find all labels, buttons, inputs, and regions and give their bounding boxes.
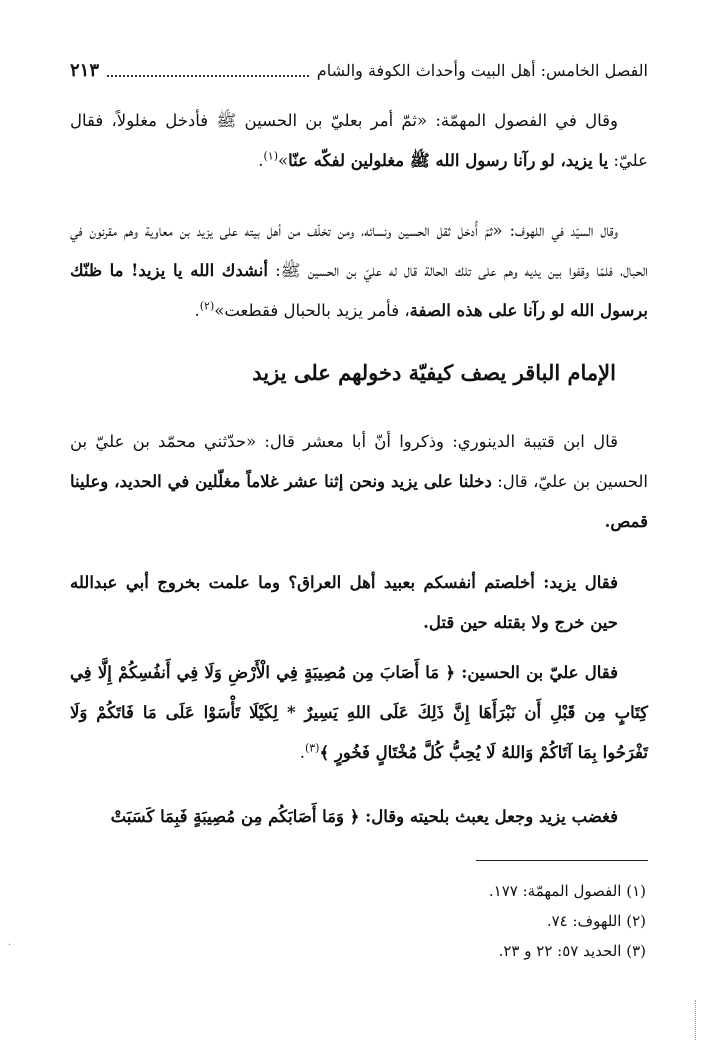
footnote-divider [476, 860, 648, 861]
p1-end: » [278, 151, 289, 170]
footnote-1: (١) الفصول المهمّة: ١٧٧. [488, 882, 646, 900]
p2-intro: وقال السيّد في اللهوف: «ثمّ أُدخل ثقل الحسين ونسائه، ومن تخلّف من أهل بيته على يزيد بن معاوية وهم مقرنون في الحبال، فلمّا وقفوا بين يديه وهم على تلك الحالة قال له عليّ بن الحسين ﷺ: [70, 221, 649, 280]
footnote-3: (٣) الحديد ٥٧: ٢٢ و ٢٣. [498, 942, 646, 960]
p5-stop: . [299, 743, 305, 762]
p2-end: ، فأمر يزيد بالحبال فقطعت» [214, 301, 410, 320]
chapter-title: الفصل الخامس: أهل البيت وأحداث الكوفة والشام [316, 60, 648, 80]
margin-speck: · [8, 940, 12, 951]
p3-intro: قال ابن قتيبة الدينوري: وذكروا أنّ أبا معشر قال: «حدّثني محمّد بن عليّ بن الحسين بن عليّ، قال: [70, 432, 648, 491]
page-number: ٢١٣ [70, 59, 100, 81]
margin-mark-right [695, 1000, 696, 1040]
section-heading: الإمام الباقر يصف كيفيّة دخولهم على يزيد [252, 360, 616, 385]
footnote-ref-2: (٢) [199, 299, 215, 313]
p3-quote: دخلنا على يزيد ونحن إثنا عشر غلاماً مغلّلين في الحديد، وعلينا قمص. [70, 472, 648, 531]
paragraph-anger: فغضب يزيد وجعل يعبث بلحيته وقال: ﴿ وَمَا أَصَابَكُم مِن مُصِيبَةٍ فَبِمَا كَسَبَتْ [110, 807, 618, 826]
paragraph-luhuf [70, 211, 648, 331]
footnote-ref-1: (١) [263, 149, 278, 163]
p1-quote: يا يزيد، لو رآنا رسول الله ﷺ مغلولين لفكّه عنّا [288, 151, 609, 170]
running-header [70, 55, 648, 85]
p2-quote: أنشدك الله يا يزيد! ما ظنّك برسول الله لو رآنا على هذه الصفة [70, 261, 648, 320]
paragraph-qutayba [70, 422, 648, 542]
leader-dots [107, 63, 309, 77]
p1-intro: وقال في الفصول المهمّة: «ثمّ أمر بعليّ بن الحسين ﷺ فأدخل مغلولاً، فقال عليّ: [70, 111, 648, 170]
p1-stop: . [258, 151, 264, 170]
paragraph-yazid: فقال يزيد: أخلصتم أنفسكم بعبيد أهل العراق؟ وما علمت بخروج أبي عبدالله حين خرج ولا بقتله حين قتل. [70, 573, 618, 632]
p5-text: فقال عليّ بن الحسين: ﴿ مَا أَصَابَ مِن مُصِيبَةٍ فِي الْأَرْضِ وَلَا فِي أَنفُسِكُمْ إِلَّا فِي كِتَابٍ مِن قَبْلِ أَن نَبْرَأَهَا إِنَّ ذَلِكَ عَلَى اللهِ يَسِيرٌ * لِكَيْلَا تَأْسَوْا عَلَى مَا فَاتَكُمْ وَلَا تَفْرَحُوا بِمَا آتَاكُمْ وَاللهُ لَا يُحِبُّ كُلَّ مُخْتَالٍ فَخُورٍ ﴾ [70, 663, 648, 762]
p2-stop: . [194, 301, 200, 320]
paragraph-fusul [70, 101, 648, 181]
footnote-ref-3: (٣) [304, 741, 320, 755]
paragraph-quran [70, 653, 648, 773]
footnote-2: (٢) اللهوف: ٧٤. [546, 912, 646, 930]
